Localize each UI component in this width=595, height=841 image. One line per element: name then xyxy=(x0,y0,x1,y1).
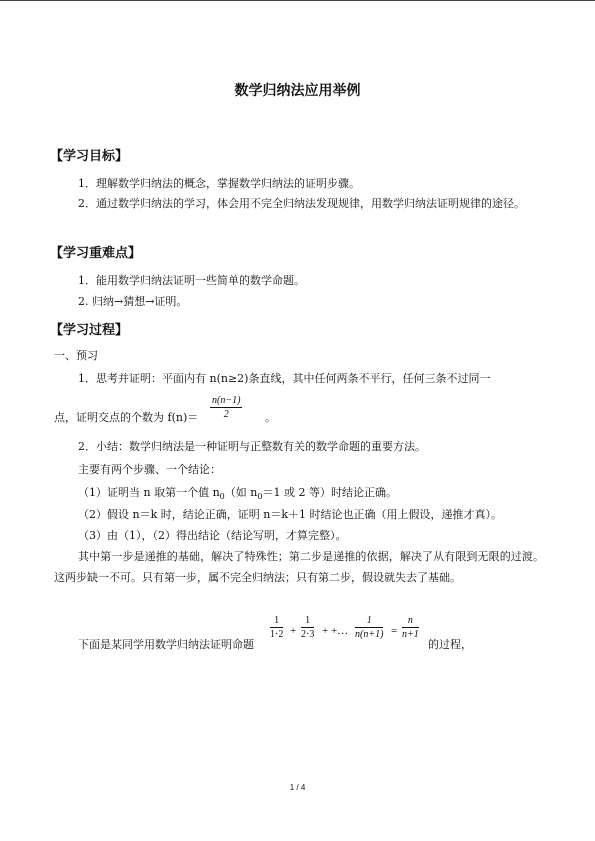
example-intro: 下面是某同学用数学归纳法证明命题 xyxy=(78,638,254,651)
series-term-2-numerator: 1 xyxy=(301,614,314,628)
series-result-denominator: n+1 xyxy=(402,629,419,640)
formula-fn-fraction xyxy=(210,394,242,421)
steps-intro: 主要有两个步骤、一个结论： xyxy=(78,463,221,476)
question-1-line-1: 1．思考并证明：平面内有 n(n≥2)条直线，其中任何两条不平行，任何三条不过同一 xyxy=(78,372,491,385)
step-1-text-c: ＝1 或 2 等）时结论正确。 xyxy=(262,486,397,499)
section-goals-heading: 【学习目标】 xyxy=(50,149,129,164)
series-equals: = xyxy=(391,625,398,637)
summary-line: 2．小结：数学归纳法是一种证明与正整数有关的数学命题的重要方法。 xyxy=(78,440,426,453)
series-term-1 xyxy=(270,614,283,641)
series-general-term-numerator: 1 xyxy=(355,614,383,628)
top-border xyxy=(0,0,595,1)
step-1-text-b: （如 n xyxy=(224,486,258,499)
step-1-text-a: （1）证明当 n 取第一个值 n xyxy=(78,486,220,499)
formula-fn-denominator: 2 xyxy=(223,409,229,420)
series-result xyxy=(402,614,419,641)
series-term-1-numerator: 1 xyxy=(270,614,283,628)
example-suffix: 的过程， xyxy=(428,638,472,651)
page-title: 数学归纳法应用举例 xyxy=(234,83,361,99)
series-ellipsis: + +… xyxy=(322,625,349,637)
series-term-1-denominator: 1·2 xyxy=(270,629,284,640)
series-general-term xyxy=(355,614,383,641)
section-process-heading: 【学习过程】 xyxy=(50,323,129,338)
goal-item-1: 1．理解数学归纳法的概念，掌握数学归纳法的证明步骤。 xyxy=(78,177,360,190)
question-1-period: 。 xyxy=(265,411,276,424)
explanation-paragraph: 其中第一步是递推的基础，解决了特殊性；第二步是递推的依据，解决了从有限到无限的过渡。这两步缺一不可。只有第一步，属不完全归纳法；只有第二步，假设就失去了基础。 xyxy=(54,550,544,584)
goal-item-2: 2．通过数学归纳法的学习，体会用不完全归纳法发现规律，用数学归纳法证明规律的途径。 xyxy=(78,197,525,210)
series-general-term-denominator: n(n+1) xyxy=(355,629,384,640)
question-1-text: 点，证明交点的个数为 f(n)＝ xyxy=(54,411,199,424)
page-number: 1 / 4 xyxy=(289,783,306,792)
step-1-subscript-2: 0 xyxy=(257,492,263,502)
keypoint-item-1: 1．能用数学归纳法证明一些简单的数学命题。 xyxy=(78,274,305,287)
question-1-line-2 xyxy=(54,411,198,425)
preview-label: 一、预习 xyxy=(54,349,98,362)
series-term-2 xyxy=(301,614,314,641)
series-result-numerator: n xyxy=(402,614,419,628)
series-term-2-denominator: 2·3 xyxy=(301,629,315,640)
step-1-subscript: 0 xyxy=(219,492,225,502)
section-keypoints-heading: 【学习重难点】 xyxy=(50,246,142,261)
step-1 xyxy=(78,486,397,504)
keypoint-item-2: 2. 归纳→猜想→证明。 xyxy=(78,295,188,308)
formula-fn-numerator: n(n−1) xyxy=(212,395,241,406)
series-plus: + xyxy=(290,625,297,637)
step-2: （2）假设 n＝k 时，结论正确，证明 n＝k＋1 时结论也正确（用上假设，递推才真）。 xyxy=(78,508,502,521)
step-3: （3）由（1），（2）得出结论（结论写明，才算完整）。 xyxy=(78,529,347,542)
